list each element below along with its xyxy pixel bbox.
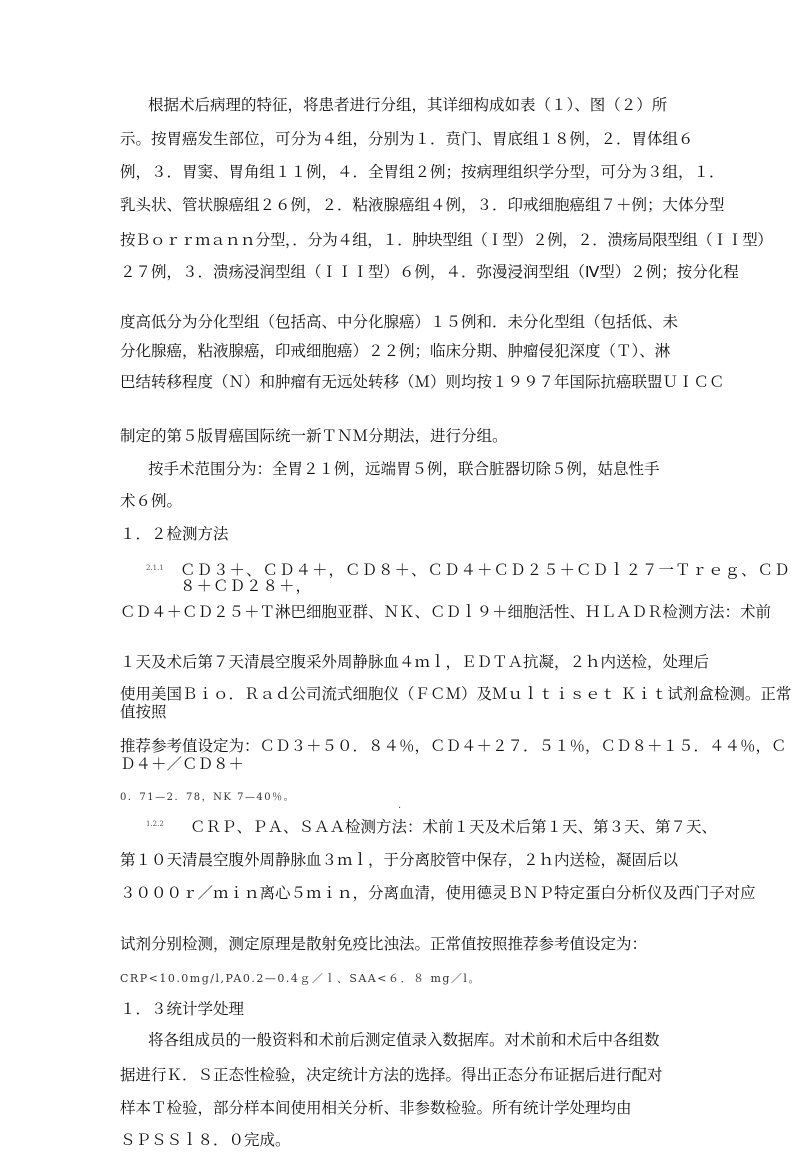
section-heading-1-3: １．３统计学处理 — [120, 1000, 245, 1018]
paragraph-line-9: 巴结转移程度（Ｎ）和肿瘤有无远处转移（Ｍ）则均按１９９７年国际抗癌联盟ＵＩＣＣ — [120, 373, 725, 391]
method-line-11: CRP<10.0mg/l,PA0.2—0.4ｇ／ｌ、SAA<６．８ mg／l。 — [120, 972, 481, 985]
surgery-line-2: 术６例。 — [120, 492, 183, 510]
surgery-line-1: 按手术范围分为：全胃２１例，远端胃５例，联合脏器切除５例，姑息性手 — [148, 460, 660, 478]
method-line-5: 推荐参考值设定为：ＣＤ３＋５０．８４％，ＣＤ４＋２７．５１％，ＣＤ８＋１５．４４％，ＣＤ４＋／ＣＤ８＋ — [120, 737, 787, 773]
paragraph-line-7: 度高低分为分化型组（包括高、中分化腺癌）１５例和．未分化型组（包括低、未 — [120, 313, 679, 331]
subsection-marker-2-1-1: 2.1.1 — [146, 564, 164, 572]
paragraph-line-10: 制定的第５版胃癌国际统一新ＴＮＭ分期法，进行分组。 — [120, 427, 508, 445]
method-line-3: １天及术后第７天清晨空腹采外周静脉血４ｍｌ，ＥＤＴＡ抗凝，２ｈ内送检，处理后 — [120, 653, 710, 671]
paragraph-line-3: 例，３．胃窦、胃角组１１例，４．全胃组２例；按病理组织学分型，可分为３组，１． — [120, 163, 725, 181]
stats-line-4: ＳＰＳＳｌ８．０完成。 — [120, 1131, 291, 1149]
paragraph-line-5: 按Ｂｏｒｒｍａｎｎ分型，．分为４组，１．肿块型组（Ｉ型）２例，２．溃疡局限型组（ＩＩ型） — [120, 231, 773, 249]
method-line-4: 使用美国Ｂｉｏ．Ｒａｄ公司流式细胞仪（ＦＣＭ）及Ｍｕｌｔｉｓｅｔ Ｋｉｔ试剂盒检测。正常值按照 — [120, 685, 792, 721]
paragraph-line-4: 乳头状、管状腺癌组２６例，２．粘液腺癌组４例，３．印戒细胞癌组７＋例；大体分型 — [120, 196, 725, 214]
method-line-10: 试剂分别检测，测定原理是散射免疫比浊法。正常值按照推荐参考值设定为： — [120, 935, 648, 953]
paragraph-line-2: 示。按胃癌发生部位，可分为４组，分别为１．贲门、胃底组１８例，２．胃体组６ — [120, 130, 694, 148]
method-line-9: ３０００ｒ／ｍｉｎ离心５ｍｉｎ，分离血清，使用德灵ＢＮＰ特定蛋白分析仪及西门子对应 — [120, 884, 756, 902]
method-line-1: ＣＤ３＋、ＣＤ４＋，ＣＤ８＋、ＣＤ４＋ＣＤ２５＋ＣＤｌ２７一Ｔｒｅｇ、ＣＤ８＋ＣＤ２８＋， — [180, 561, 791, 595]
stray-dot: . — [398, 800, 402, 811]
method-line-7: ＣＲＰ、ＰＡ、ＳＡＡ检测方法：术前１天及术后第１天、第３天、第７天、 — [190, 818, 718, 836]
method-line-6: 0．71—2．78，NK 7—40％。 — [120, 792, 296, 803]
stats-line-3: 样本Ｔ检验，部分样本间使用相关分析、非参数检验。所有统计学处理均由 — [120, 1099, 632, 1117]
paragraph-line-6: ２７例，３．溃疡浸润型组（ＩＩＩ型）６例，４．弥漫浸润型组（Ⅳ型）２例；按分化程 — [120, 263, 739, 281]
paragraph-line-1: 根据术后病理的特征，将患者进行分组，其详细构成如表（１）、图（２）所 — [148, 96, 668, 114]
paragraph-line-8: 分化腺癌，粘液腺癌，印戒细胞癌）２２例；临床分期、肿瘤侵犯深度（Ｔ）、淋 — [120, 342, 671, 360]
method-line-8: 第１０天清晨空腹外周静脉血３ｍｌ，于分离胶管中保存，２ｈ内送检，凝固后以 — [120, 851, 679, 869]
method-line-2: ＣＤ４＋ＣＤ２５＋Ｔ淋巴细胞亚群、ＮＫ、ＣＤｌ９＋细胞活性、ＨＬＡＤＲ检测方法：术前 — [120, 603, 772, 621]
stats-line-2: 据进行Ｋ．Ｓ正态性检验，决定统计方法的选择。得出正态分布证据后进行配对 — [120, 1066, 663, 1084]
stats-line-1: 将各组成员的一般资料和术前后测定值录入数据库。对术前和术后中各组数 — [148, 1031, 660, 1049]
subsection-marker-1-2-2: 1.2.2 — [146, 820, 164, 828]
section-heading-1-2: １．２检测方法 — [120, 525, 229, 543]
